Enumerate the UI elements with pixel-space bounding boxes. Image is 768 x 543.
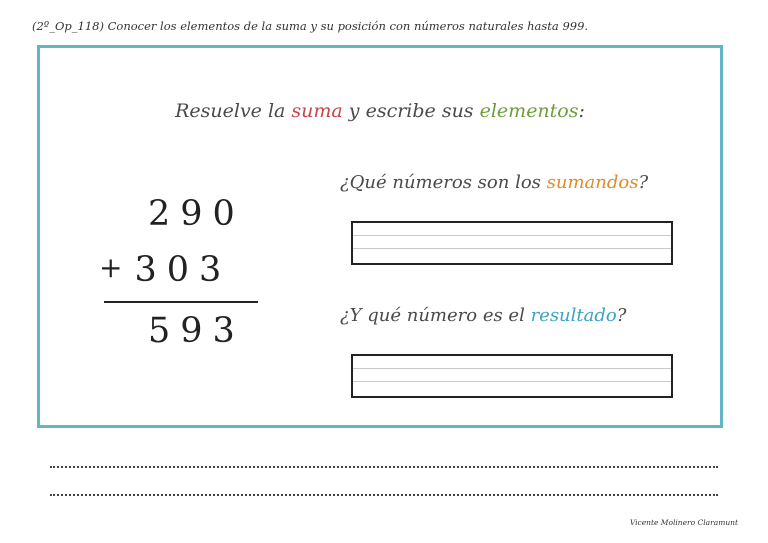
sum-divider-line xyxy=(104,301,258,303)
answer-box-sumandos[interactable] xyxy=(351,221,673,265)
question-resultado xyxy=(340,305,626,326)
question-1-part2: ? xyxy=(638,172,649,193)
question-1-word: sumandos xyxy=(546,172,639,193)
sum-operand-2-row xyxy=(99,250,231,290)
writing-line-2[interactable] xyxy=(50,494,718,496)
instruction-part2: y escribe sus xyxy=(342,100,480,122)
question-2-word: resultado xyxy=(530,305,617,326)
sum-operand-1: 290 xyxy=(148,194,245,234)
question-2-part2: ? xyxy=(616,305,627,326)
sum-result: 593 xyxy=(148,311,245,351)
answer-box-resultado[interactable] xyxy=(351,354,673,398)
plus-sign: + xyxy=(99,251,123,284)
sum-operand-2: 303 xyxy=(134,250,232,290)
instruction-part1: Resuelve la xyxy=(175,100,292,122)
exercise-frame xyxy=(37,45,723,428)
instruction-part3: : xyxy=(578,100,585,122)
question-1-part1: ¿Qué números son los xyxy=(340,172,547,193)
question-2-part1: ¿Y qué número es el xyxy=(340,305,531,326)
instruction-word-suma: suma xyxy=(291,100,343,122)
instruction-word-elementos: elementos xyxy=(479,100,579,122)
question-sumandos xyxy=(340,172,648,193)
author-credit: Vicente Molinero Claramunt xyxy=(629,518,738,527)
writing-line-1[interactable] xyxy=(50,466,718,468)
instruction-text xyxy=(40,100,720,122)
worksheet-header: (2º_Op_118) Conocer los elementos de la suma y su posición con números naturales hasta 999. xyxy=(32,19,589,33)
